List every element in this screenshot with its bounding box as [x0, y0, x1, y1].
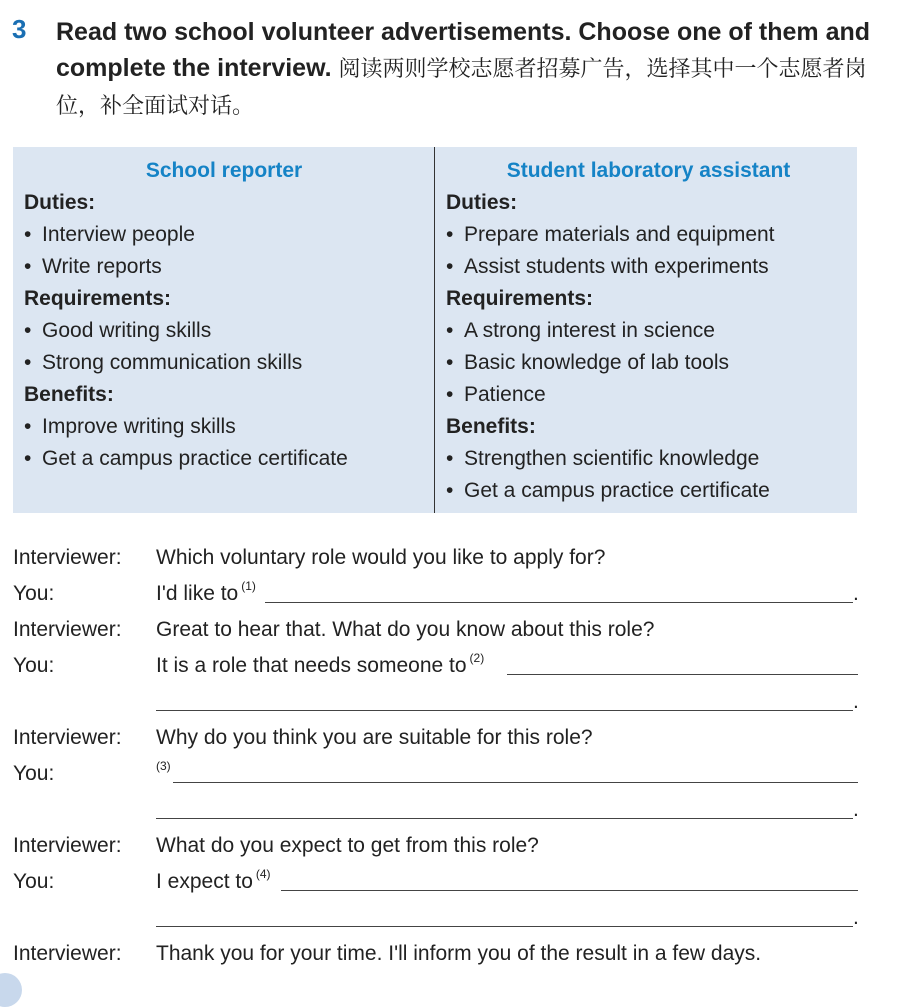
- dialog-line: [13, 936, 873, 972]
- speaker-label: Interviewer:: [13, 546, 122, 569]
- dialog-line: [13, 612, 873, 648]
- speaker-label: You:: [13, 582, 55, 605]
- benefits-heading: Benefits:: [446, 415, 536, 438]
- interviewer-question: What do you expect to get from this role?: [156, 834, 539, 857]
- dialog-line: [13, 900, 873, 936]
- dialog-line: [13, 576, 873, 612]
- blank-period: .: [853, 582, 859, 605]
- requirement-text: Good writing skills: [42, 319, 212, 342]
- requirement-text: Basic knowledge of lab tools: [464, 351, 729, 374]
- duty-item: • Assist students with experiments: [446, 255, 769, 278]
- duties-heading: Duties:: [446, 191, 518, 214]
- speaker-label: You:: [13, 654, 55, 677]
- instruction-chinese: 阅读两则学校志愿者招募广告，选择其中一个志愿者岗位，补全面试对话。: [56, 56, 867, 118]
- speaker-label: Interviewer:: [13, 942, 122, 965]
- benefit-text: Get a campus practice certificate: [42, 447, 348, 470]
- duty-text: Write reports: [42, 255, 162, 278]
- benefit-item: • Get a campus practice certificate: [24, 447, 348, 470]
- task-instruction: [56, 14, 876, 124]
- duties-heading: Duties:: [24, 191, 96, 214]
- speaker-label: Interviewer:: [13, 834, 122, 857]
- benefits-heading: Benefits:: [24, 383, 114, 406]
- interviewer-question: Which voluntary role would you like to apply for?: [156, 546, 606, 569]
- blank-number: (4): [255, 867, 271, 881]
- dialog-line: [13, 684, 873, 720]
- dialog-line: [13, 648, 873, 684]
- answer-blank-2-continued[interactable]: [156, 710, 853, 711]
- ad-school-reporter: [24, 155, 424, 475]
- dialog-line: [13, 864, 873, 900]
- answer-text: I'd like to: [156, 582, 239, 605]
- answer-prompt: [156, 648, 484, 686]
- duty-text: Assist students with experiments: [464, 255, 769, 278]
- instruction-english: Read two school volunteer advertisements. Choose one of them and complete the interview.: [56, 18, 871, 82]
- ad-title: School reporter: [145, 159, 303, 182]
- answer-text: It is a role that needs someone to: [156, 654, 467, 677]
- requirement-item: • Patience: [446, 383, 546, 406]
- blank-period: .: [853, 906, 859, 929]
- dialog-line: [13, 540, 873, 576]
- duty-item: • Prepare materials and equipment: [446, 223, 775, 246]
- speaker-label: You:: [13, 762, 55, 785]
- requirement-item: • A strong interest in science: [446, 319, 715, 342]
- interviewer-question: Great to hear that. What do you know about this role?: [156, 618, 655, 641]
- benefit-text: Get a campus practice certificate: [464, 479, 770, 502]
- benefit-item: • Improve writing skills: [24, 415, 236, 438]
- dialog-line: [13, 792, 873, 828]
- blank-period: .: [853, 690, 859, 713]
- duty-text: Interview people: [42, 223, 195, 246]
- requirement-text: Patience: [464, 383, 546, 406]
- benefit-item: • Get a campus practice certificate: [446, 479, 770, 502]
- requirement-text: Strong communication skills: [42, 351, 303, 374]
- dialog-line: [13, 756, 873, 792]
- requirement-item: • Good writing skills: [24, 319, 212, 342]
- speaker-label: Interviewer:: [13, 726, 122, 749]
- benefit-item: • Strengthen scientific knowledge: [446, 447, 760, 470]
- requirement-item: • Basic knowledge of lab tools: [446, 351, 729, 374]
- requirements-heading: Requirements:: [446, 287, 594, 310]
- dialog-line: [13, 720, 873, 756]
- ad-title: Student laboratory assistant: [506, 159, 791, 182]
- answer-prompt: [156, 864, 271, 902]
- advertisements-table: [13, 147, 857, 513]
- duty-text: Prepare materials and equipment: [464, 223, 775, 246]
- blank-period: .: [853, 798, 859, 821]
- blank-number: (1): [241, 579, 256, 593]
- answer-blank-4[interactable]: [281, 890, 858, 891]
- duty-item: • Write reports: [24, 255, 162, 278]
- answer-text: I expect to: [156, 870, 253, 893]
- interviewer-closing: Thank you for your time. I'll inform you of the result in a few days.: [156, 942, 762, 965]
- answer-blank-3-continued[interactable]: [156, 818, 853, 819]
- page-corner-decoration: [0, 973, 22, 1007]
- answer-prompt: [156, 576, 256, 614]
- dialog-line: [13, 828, 873, 864]
- task-number: 3: [12, 14, 27, 44]
- requirements-heading: Requirements:: [24, 287, 172, 310]
- answer-prompt: [156, 756, 171, 794]
- interviewer-question: Why do you think you are suitable for this role?: [156, 726, 593, 749]
- speaker-label: Interviewer:: [13, 618, 122, 641]
- blank-number: (2): [469, 651, 485, 665]
- answer-blank-2[interactable]: [507, 674, 858, 675]
- ad-lab-assistant: [446, 155, 851, 507]
- answer-blank-3[interactable]: [173, 782, 858, 783]
- duty-item: • Interview people: [24, 223, 195, 246]
- answer-blank-1[interactable]: [265, 602, 853, 603]
- benefit-text: Strengthen scientific knowledge: [464, 447, 760, 470]
- requirement-item: • Strong communication skills: [24, 351, 303, 374]
- requirement-text: A strong interest in science: [464, 319, 715, 342]
- speaker-label: You:: [13, 870, 55, 893]
- answer-blank-4-continued[interactable]: [156, 926, 853, 927]
- benefit-text: Improve writing skills: [42, 415, 236, 438]
- blank-number: (3): [156, 759, 171, 773]
- column-divider: [434, 147, 435, 513]
